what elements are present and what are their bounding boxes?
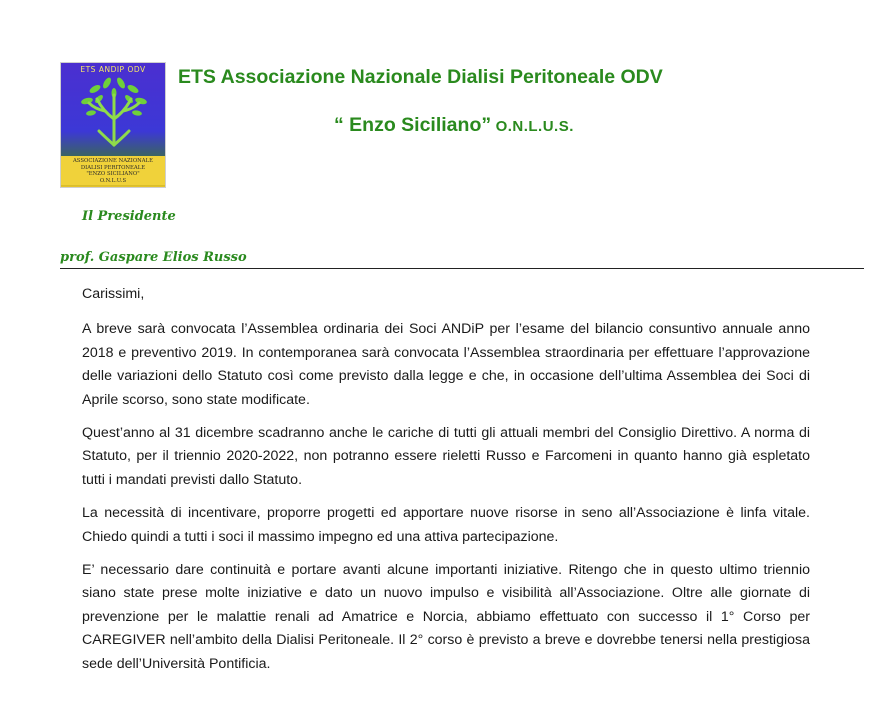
- header-divider: [60, 268, 864, 269]
- letter-paragraph: A breve sarà convocata l’Assemblea ordinaria dei Soci ANDiP per l’esame del bilancio consuntivo annuale anno 2018 e preventivo 2019. In contemporanea sarà convocata l’Assemblea straordinaria per effettuare l’approvazione delle variazioni dello Statuto così come previsto dalla legge e che, in occasione dell’ultima Assemblea dei Soci di Aprile scorso, sono state modificate.: [82, 321, 810, 408]
- subtitle-suffix: O.N.L.U.S.: [495, 118, 574, 135]
- logo-bottom-text: [61, 156, 165, 185]
- role-title: Il Presidente: [82, 209, 176, 224]
- subtitle-name: “ Enzo Siciliano”: [334, 114, 492, 136]
- letter-greeting: Carissimi,: [82, 286, 145, 302]
- association-logo: [60, 62, 166, 188]
- logo-bottom-line: "ENZO SICILIANO": [86, 171, 140, 178]
- letter-body: [82, 283, 810, 686]
- letter-paragraph: E’ necessario dare continuità e portare avanti alcune importanti iniziative. Ritengo che in questo ultimo triennio siano state prese molte iniziative e dato un nuovo impulso e visibilità all’Associazione. Oltre alle giornate di prevenzione per le malattie renali ad Amatrice e Norcia, abbiamo effettuato con successo il 1° Corso per CAREGIVER nell’ambito della Dialisi Peritoneale. Il 2° corso è previsto a breve e dovrebbe tenersi nella prestigiosa sede dell’Università Pontificia.: [82, 562, 810, 672]
- logo-top-text: ETS ANDIP ODV: [80, 65, 146, 74]
- logo-bottom-line: ASSOCIAZIONE NAZIONALE: [72, 158, 154, 165]
- organization-name: ETS Associazione Nazionale Dialisi Peritoneale ODV: [178, 66, 663, 88]
- logo-bottom-line: O.N.L.U.S: [99, 177, 127, 184]
- president-name: prof. Gaspare Elios Russo: [60, 250, 247, 265]
- logo-bottom-line: DIALISI PERITONEALE: [80, 164, 146, 171]
- letter-paragraph: La necessità di incentivare, proporre progetti ed apportare nuove risorse in seno all’Associazione è linfa vitale. Chiedo quindi a tutti i soci il massimo impegno ed una attiva partecipazione.: [82, 505, 810, 545]
- organization-subtitle: [334, 114, 574, 137]
- tree-icon: [75, 75, 153, 147]
- letter-paragraph: Quest’anno al 31 dicembre scadranno anche le cariche di tutti gli attuali membri del Consiglio Direttivo. A norma di Statuto, per il triennio 2020-2022, non potranno essere rieletti Russo e Farcomeni in quanto hanno già espletato tutti i mandati previsti dallo Statuto.: [82, 425, 810, 488]
